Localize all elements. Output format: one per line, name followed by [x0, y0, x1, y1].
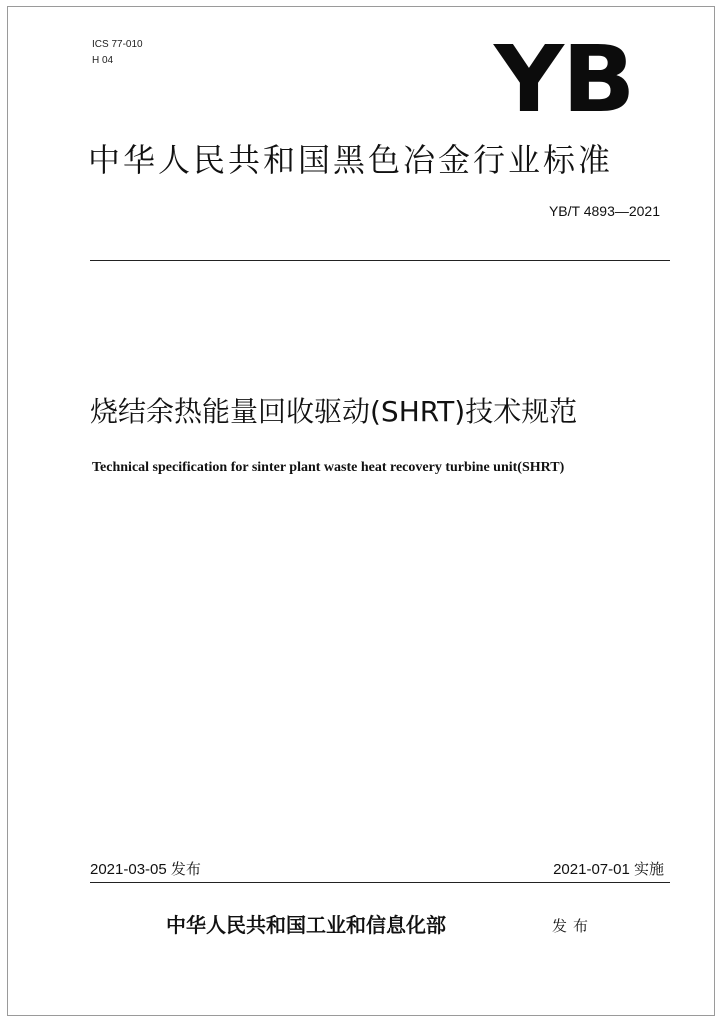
publisher-name: 中华人民共和国工业和信息化部 — [166, 913, 446, 937]
release-date: 2021-03-05 发布 — [90, 861, 201, 878]
ics-code: ICS 77-010 — [92, 39, 143, 50]
document-title-chinese: 烧结余热能量回收驱动(SHRT)技术规范 — [90, 395, 578, 428]
implementation-date: 2021-07-01 实施 — [553, 861, 664, 878]
standard-type-heading: 中华人民共和国黑色冶金行业标准 — [88, 141, 614, 179]
ccs-code: H 04 — [92, 55, 114, 66]
standard-number: YB/T 4893—2021 — [548, 203, 660, 219]
publish-label: 发布 — [552, 917, 595, 935]
footer-divider — [90, 882, 670, 883]
document-title-english: Technical specification for sinter plant waste heat recovery turbine unit(SHRT) — [92, 460, 565, 475]
header-divider — [90, 260, 670, 261]
yb-logo: YB — [494, 26, 634, 133]
classification-codes — [92, 38, 143, 70]
